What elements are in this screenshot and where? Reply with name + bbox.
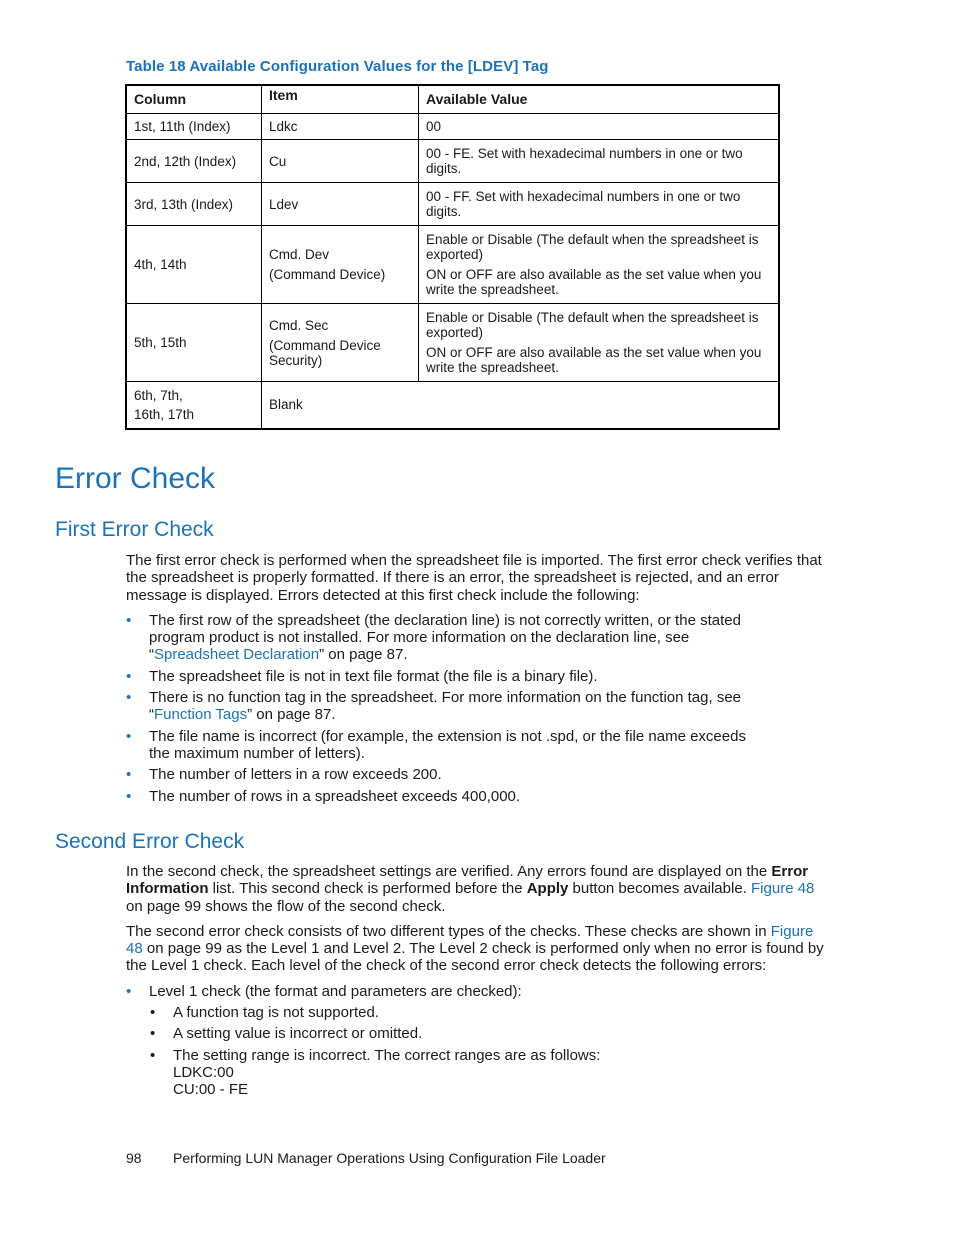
item-text: There is no function tag in the spreadsheet. For more information on the function tag, see “: [149, 689, 742, 724]
cell-item: [262, 226, 419, 304]
range-cu: CU:00 - FE: [173, 1081, 249, 1099]
ldev-config-table: [125, 84, 780, 430]
figure-48-link[interactable]: Figure 48: [751, 880, 815, 898]
list-item: [126, 612, 764, 664]
apply-term: Apply: [526, 880, 569, 898]
cell-column: 1st, 11th (Index): [126, 114, 262, 140]
list-item: • The file name is incorrect (for example, the extension is not .spd, or the file name exceeds the maximum number of letters).: [126, 728, 764, 763]
text: on page 99 as the Level 1 and Level 2. The Level 2 check is performed only when no error is found by the Level 1 check. Each level of the check of the second error check detects the following errors:: [126, 940, 824, 975]
cell-value: 00 - FF. Set with hexadecimal numbers in one or two digits.: [419, 183, 780, 226]
header-available-value: Available Value: [419, 85, 780, 114]
cell-column: 4th, 14th: [126, 226, 262, 304]
subsection-title-first-error-check: First Error Check: [55, 518, 214, 541]
value-note: ON or OFF are also available as the set value when you write the spreadsheet.: [426, 267, 762, 297]
item-description: (Command Device Security): [269, 337, 381, 368]
second-check-list: [126, 983, 831, 1000]
table-row: [126, 226, 779, 304]
cell-column: [126, 382, 262, 429]
table-row: [126, 382, 779, 429]
figure-48-link[interactable]: Figure 48: [126, 922, 814, 958]
item-description: (Command Device): [269, 267, 386, 282]
cell-item: Cu: [262, 140, 419, 183]
list-item: • The number of rows in a spreadsheet exceeds 400,000.: [126, 788, 764, 805]
cell-column: 2nd, 12th (Index): [126, 140, 262, 183]
value-default: Enable or Disable (The default when the spreadsheet is exported): [426, 232, 759, 262]
item-text: ” on page 87.: [319, 646, 408, 664]
page-footer: [126, 1150, 606, 1166]
list-item: • The number of letters in a row exceeds 200.: [126, 766, 764, 783]
list-item: • A function tag is not supported.: [126, 1004, 831, 1021]
second-check-paragraph-1: [126, 863, 831, 915]
column-line-1: 6th, 7th,: [134, 387, 183, 403]
item-name: Cmd. Dev: [269, 247, 330, 262]
cell-item: Ldkc: [262, 114, 419, 140]
cell-value: [419, 304, 780, 382]
list-item: • The spreadsheet file is not in text file format (the file is a binary file).: [126, 668, 764, 685]
cell-column: 3rd, 13th (Index): [126, 183, 262, 226]
spreadsheet-declaration-link[interactable]: Spreadsheet Declaration: [154, 646, 320, 664]
item-text: The first row of the spreadsheet (the declaration line) is not correctly written, or the stated program product is not installed. For more information on the declaration line, see “: [149, 611, 741, 664]
first-error-check-body: [126, 552, 826, 805]
footer-title: Performing LUN Manager Operations Using Configuration File Loader: [173, 1150, 606, 1166]
table-row: [126, 140, 779, 183]
cell-item: Ldev: [262, 183, 419, 226]
second-check-paragraph-2: [126, 923, 831, 975]
table-row: [126, 114, 779, 140]
cell-item: Blank: [262, 382, 780, 429]
table-row: [126, 183, 779, 226]
item-text: ” on page 87.: [247, 706, 336, 724]
list-item: [126, 1047, 831, 1099]
text: The second error check consists of two different types of the checks. These checks are shown in: [126, 922, 771, 940]
second-error-check-body: [126, 863, 831, 1099]
cell-value: 00: [419, 114, 780, 140]
table-caption: Table 18 Available Configuration Values for the [LDEV] Tag: [126, 58, 549, 75]
cell-column: 5th, 15th: [126, 304, 262, 382]
first-check-list: [126, 612, 764, 805]
item-text: • The setting range is incorrect. The correct ranges are as follows:: [173, 1046, 601, 1064]
list-item: [126, 983, 831, 1000]
subsection-title-second-error-check: Second Error Check: [55, 830, 245, 853]
value-note: ON or OFF are also available as the set value when you write the spreadsheet.: [426, 345, 762, 375]
error-information-term: Error Information: [126, 863, 809, 898]
item-name: Cmd. Sec: [269, 317, 329, 333]
header-column: Column: [126, 85, 262, 114]
first-check-intro: The first error check is performed when the spreadsheet file is imported. The first error check verifies that the spreadsheet is properly formatted. If there is an error, the spreadsheet is rejected, and an error message is displayed. Errors detected at this first check include the following:: [126, 552, 822, 604]
cell-value: [419, 226, 780, 304]
section-title-error-check: Error Check: [55, 462, 216, 495]
table-row: [126, 304, 779, 382]
list-item: • A setting value is incorrect or omitted.: [126, 1025, 831, 1042]
value-default: Enable or Disable (The default when the spreadsheet is exported): [426, 310, 759, 340]
column-line-2: 16th, 17th: [134, 406, 195, 422]
range-ldkc: LDKC:00: [173, 1063, 234, 1081]
text: list. This second check is performed before the: [208, 880, 527, 898]
level1-sub-list: [126, 1004, 831, 1098]
level1-text: Level 1 check (the format and parameters are checked):: [149, 982, 522, 1000]
header-item: Item: [262, 85, 419, 114]
list-item: [126, 689, 764, 724]
text: In the second check, the spreadsheet settings are verified. Any errors found are displayed on the: [126, 863, 772, 880]
page-number: 98: [126, 1150, 142, 1166]
table-header-row: [126, 85, 779, 114]
cell-value: 00 - FE. Set with hexadecimal numbers in one or two digits.: [419, 140, 780, 183]
text: button becomes available.: [568, 880, 752, 898]
cell-item: [262, 304, 419, 382]
text: on page 99 shows the flow of the second check.: [126, 897, 446, 915]
function-tags-link[interactable]: Function Tags: [154, 706, 248, 724]
